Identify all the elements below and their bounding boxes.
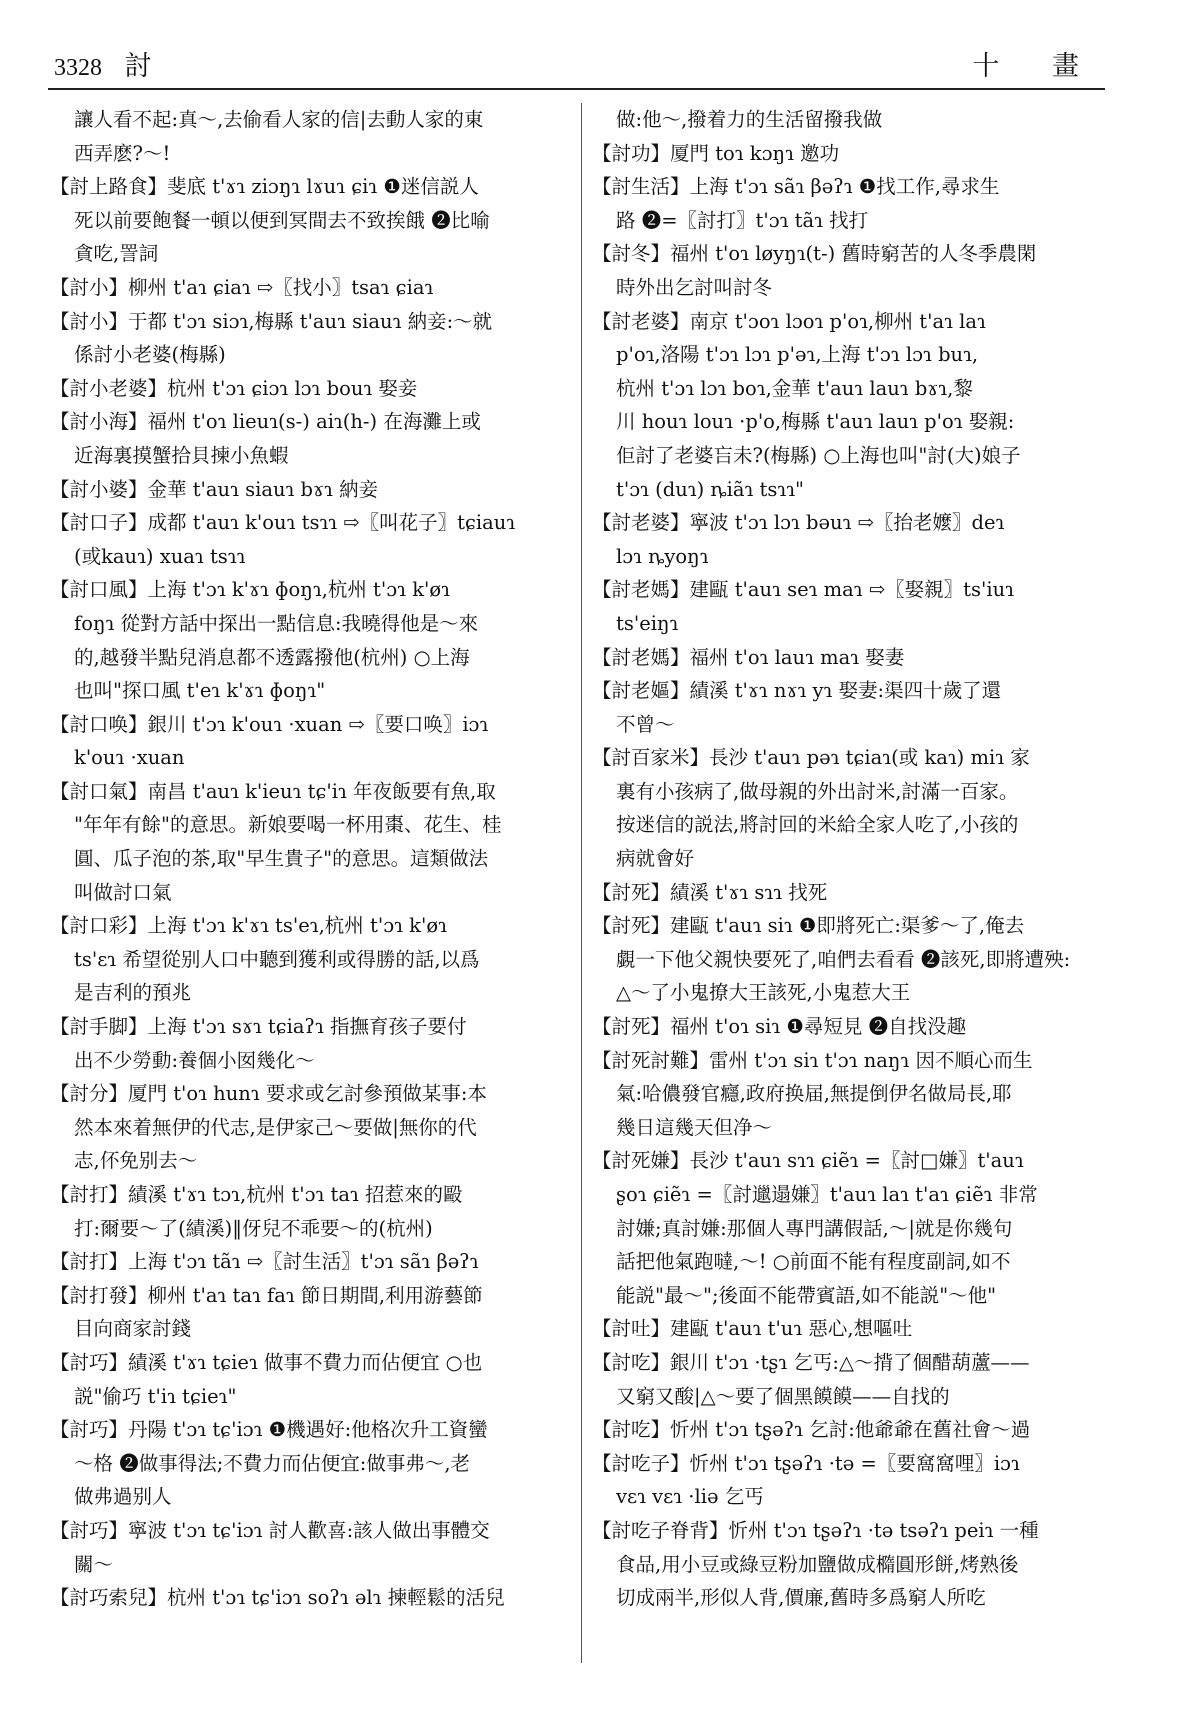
right-column <box>592 103 1106 1683</box>
left-column <box>50 103 572 1683</box>
entry-continuation-line: 幾日這幾天但净～ <box>616 1115 773 1139</box>
column-divider <box>581 103 582 1663</box>
entry-line: 【討死】建甌 t'auɿ siɿ ❶即將死亡:渠爹～了,俺去 <box>592 914 1025 938</box>
entry-continuation-line: 病就會好 <box>616 847 695 871</box>
entry-continuation-line: 做弗過别人 <box>74 1485 172 1509</box>
entry-continuation-line: ts'ɛɿ 希望從别人口中聽到獲利或得勝的話,以爲 <box>74 947 480 971</box>
entry-line: 【討小】柳州 t'aɿ ɕiaɿ ⇨〖找小〗tsaɿ ɕiaɿ <box>50 275 434 299</box>
entry-line: 【討冬】福州 t'oɿ løyŋɿ(t-) 舊時窮苦的人冬季農閑 <box>592 242 1037 266</box>
entry-continuation-line: lɔɿ ȵyoŋɿ <box>616 544 709 568</box>
entry-continuation-line: "年年有餘"的意思。新娘要喝一杯用棗、花生、桂 <box>74 813 502 837</box>
entry-line: 【討吃子脊背】忻州 t'ɔɿ tʂəʔɿ ·tə tsəʔɿ peiɿ 一種 <box>592 1518 1039 1542</box>
entry-continuation-line: 時外出乞討叫討冬 <box>616 275 773 299</box>
page-number: 3328 <box>54 55 102 81</box>
entry-continuation-line: ～格 ❷做事得法;不費力而佔便宜:做事弗～,老 <box>74 1451 471 1475</box>
entry-line: 【討口彩】上海 t'ɔɿ k'ɤɿ ts'eɿ,杭州 t'ɔɿ k'øɿ <box>50 914 447 938</box>
entry-continuation-line: 討嫌;真討嫌:那個人專門講假話,～|就是你幾句 <box>616 1216 1013 1240</box>
header-rule <box>48 88 1105 90</box>
entry-continuation-line: 是吉利的預兆 <box>74 981 192 1005</box>
entry-continuation-line: 圓、瓜子泡的茶,取"早生貴子"的意思。這類做法 <box>74 847 489 871</box>
header-left <box>54 44 152 83</box>
entry-continuation-line: 説"偷巧 t'iɿ tɕieɿ" <box>74 1384 237 1408</box>
entry-line: 【討上路食】斐底 t'ɤɿ ziɔŋɿ lɤuɿ ɕiɿ ❶迷信説人 <box>50 175 479 199</box>
entry-line: 【討口唤】銀川 t'ɔɿ k'ouɿ ·xuan ⇨〖要口唤〗iɔɿ <box>50 712 489 736</box>
entry-line: 【討百家米】長沙 t'auɿ pəɿ tɕiaɿ(或 kaɿ) miɿ 家 <box>592 746 1030 770</box>
entry-continuation-line: 裏有小孩病了,做母親的外出討米,討滿一百家。 <box>616 779 1019 803</box>
header-character: 討 <box>124 51 152 82</box>
entry-continuation-line: 讓人看不起:真～,去偷看人家的信|去動人家的東 <box>74 108 484 131</box>
entry-continuation-line: 做:他～,撥着力的生活留撥我做 <box>616 108 883 131</box>
entry-continuation-line: 不曾～ <box>616 712 675 736</box>
entry-continuation-line: 叫做討口氣 <box>74 880 172 904</box>
entry-continuation-line: 切成兩半,形似人背,價廉,舊時多爲窮人所吃 <box>616 1586 986 1610</box>
entry-line: 【討打發】柳州 t'aɿ taɿ faɿ 節日期間,利用游藝節 <box>50 1283 483 1307</box>
entry-line: 【討老婆】寧波 t'ɔɿ lɔɿ bəuɿ ⇨〖抬老嬤〗deɿ <box>592 511 1005 535</box>
entry-continuation-line: 食品,用小豆或綠豆粉加鹽做成橢圓形餅,烤熟後 <box>616 1552 1019 1576</box>
entry-continuation-line: 氣:哈儂發官癮,政府换届,無提倒伊名做局長,耶 <box>616 1082 1012 1106</box>
entry-continuation-line: 死以前要飽餐一頓以便到冥間去不致挨餓 ❷比喻 <box>74 208 490 232</box>
entry-line: 【討小海】福州 t'oɿ lieuɿ(s-) aiɿ(h-) 在海灘上或 <box>50 410 481 434</box>
header-strokes: 十 畫 <box>972 51 1101 82</box>
entry-continuation-line: △～了小鬼撩大王該死,小鬼惹大王 <box>616 981 911 1005</box>
entry-line: 【討巧索兒】杭州 t'ɔɿ tɕ'iɔɿ soʔɿ əlɿ 揀輕鬆的活兒 <box>50 1586 505 1610</box>
entry-continuation-line: 川 houɿ louɿ ·p'o,梅縣 t'auɿ lauɿ p'oɿ 娶親: <box>616 410 1015 434</box>
entry-line: 【討打】績溪 t'ɤɿ tɔɿ,杭州 t'ɔɿ taɿ 招惹來的毆 <box>50 1183 463 1206</box>
entry-continuation-line: p'oɿ,洛陽 t'ɔɿ lɔɿ p'əɿ,上海 t'ɔɿ lɔɿ buɿ, <box>616 343 979 367</box>
entry-line: 【討小婆】金華 t'auɿ siauɿ bɤɿ 納妾 <box>50 477 379 501</box>
entry-line: 【討巧】寧波 t'ɔɿ tɕ'iɔɿ 討人歡喜:該人做出事體交 <box>50 1518 490 1542</box>
entry-line: 【討巧】績溪 t'ɤɿ tɕieɿ 做事不費力而佔便宜 ○也 <box>50 1350 483 1374</box>
entry-continuation-line: 係討小老婆(梅縣) <box>74 343 226 367</box>
entry-continuation-line: 能説"最～";後面不能帶賓語,如不能説"～他" <box>616 1283 997 1307</box>
entry-line: 【討死嫌】長沙 t'auɿ sɿɿ ɕiẽɿ =〖討□嫌〗t'auɿ <box>592 1149 1024 1173</box>
entry-continuation-line: t'ɔɿ (duɿ) ȵiãɿ tsɿɿ" <box>616 477 804 501</box>
entry-line: 【討老媽】福州 t'oɿ lauɿ maɿ 娶妻 <box>592 645 905 669</box>
entry-continuation-line: ts'eiŋɿ <box>616 611 679 635</box>
entry-line: 【討老嫗】績溪 t'ɤɿ nɤɿ yɿ 娶妻:渠四十歲了還 <box>592 679 1002 703</box>
entry-line: 【討吃子】忻州 t'ɔɿ tʂəʔɿ ·tə =〖要窩窩哩〗iɔɿ <box>592 1451 1020 1475</box>
entry-continuation-line: 志,伓免别去～ <box>74 1149 198 1173</box>
entry-line: 【討口風】上海 t'ɔɿ k'ɤɿ ɸoŋɿ,杭州 t'ɔɿ k'øɿ <box>50 578 450 602</box>
entry-continuation-line: 關～ <box>74 1552 114 1576</box>
entry-continuation-line: (或kauɿ) xuaɿ tsɿɿ <box>74 544 246 568</box>
entry-continuation-line: k'ouɿ ·xuan <box>74 746 185 770</box>
entry-continuation-line: 按迷信的説法,將討回的米給全家人吃了,小孩的 <box>616 813 1019 837</box>
entry-continuation-line: 近海裏摸蟹拾貝揀小魚蝦 <box>74 443 289 467</box>
entry-line: 【討生活】上海 t'ɔɿ sãɿ βəʔɿ ❶找工作,尋求生 <box>592 175 1000 199</box>
entry-line: 【討死】績溪 t'ɤɿ sɿɿ 找死 <box>592 880 828 904</box>
entry-continuation-line: 話把他氣跑噠,～! ○前面不能有程度副詞,如不 <box>616 1250 1011 1274</box>
entry-line: 【討小】于都 t'ɔɿ siɔɿ,梅縣 t'auɿ siauɿ 納妾:～就 <box>50 309 493 333</box>
entry-line: 【討功】厦門 toɿ kɔŋɿ 邀功 <box>592 141 840 165</box>
entry-line: 【討分】厦門 t'oɿ hunɿ 要求或乞討參預做某事:本 <box>50 1082 487 1106</box>
entry-continuation-line: ʂoɿ ɕiẽɿ =〖討邋遢嫌〗t'auɿ laɿ t'aɿ ɕiẽɿ 非常 <box>616 1183 1038 1206</box>
entry-continuation-line: 西弄麽?～! <box>74 141 171 165</box>
entry-continuation-line: 佢討了老婆吂未?(梅縣) ○上海也叫"討(大)娘子 <box>616 443 1021 467</box>
entry-line: 【討吃】銀川 t'ɔɿ ·tʂɿ 乞丐:△～揹了個醋葫蘆—— <box>592 1350 1030 1374</box>
entry-line: 【討老婆】南京 t'ɔoɿ lɔoɿ p'oɿ,柳州 t'aɿ laɿ <box>592 309 986 333</box>
entry-continuation-line: foŋɿ 從對方話中探出一點信息:我曉得他是～來 <box>74 611 479 635</box>
entry-continuation-line: 出不少勞動:養個小囡幾化～ <box>74 1048 315 1072</box>
entry-line: 【討老媽】建甌 t'auɿ seɿ maɿ ⇨〖娶親〗ts'iuɿ <box>592 578 1014 602</box>
entry-continuation-line: 路 ❷=〖討打〗t'ɔɿ tãɿ 找打 <box>616 208 869 232</box>
entry-continuation-line: 覷一下他父親快要死了,咱們去看看 ❷該死,即將遭殃: <box>616 947 1071 971</box>
entry-continuation-line: 目向商家討錢 <box>74 1317 192 1341</box>
entry-line: 【討口子】成都 t'auɿ k'ouɿ tsɿɿ ⇨〖叫花子〗tɕiauɿ <box>50 511 516 535</box>
entry-continuation-line: 也叫"探口風 t'eɿ k'ɤɿ ɸoŋɿ" <box>74 679 326 703</box>
entry-continuation-line: 又窮又酸|△～要了個黑饃饃——自找的 <box>616 1384 950 1408</box>
entry-line: 【討吐】建甌 t'auɿ t'uɿ 惡心,想嘔吐 <box>592 1317 913 1341</box>
entry-line: 【討口氣】南昌 t'auɿ k'ieuɿ tɕ'iɿ 年夜飯要有魚,取 <box>50 779 496 803</box>
entry-continuation-line: 的,越發半點兒消息都不透露撥他(杭州) ○上海 <box>74 645 470 669</box>
entry-continuation-line: 貪吃,詈詞 <box>74 242 159 266</box>
entry-line: 【討死】福州 t'oɿ siɿ ❶尋短見 ❷自找没趣 <box>592 1015 967 1039</box>
entry-continuation-line: 杭州 t'ɔɿ lɔɿ boɿ,金華 t'auɿ lauɿ bɤɿ,黎 <box>616 376 973 400</box>
entry-continuation-line: 然本來着無伊的代志,是伊家己～要做|無你的代 <box>74 1115 477 1139</box>
entry-line: 【討巧】丹陽 t'ɔɿ tɕ'iɔɿ ❶機遇好:他格次升工資蠻 <box>50 1418 488 1442</box>
entry-line: 【討打】上海 t'ɔɿ tãɿ ⇨〖討生活〗t'ɔɿ sãɿ βəʔɿ <box>50 1250 479 1274</box>
entry-line: 【討小老婆】杭州 t'ɔɿ ɕiɔɿ lɔɿ bouɿ 娶妾 <box>50 376 418 400</box>
entry-line: 【討手脚】上海 t'ɔɿ sɤɿ tɕiaʔɿ 指撫育孩子要付 <box>50 1015 467 1039</box>
entry-line: 【討死討難】雷州 t'ɔɿ siɿ t'ɔɿ naŋɿ 因不順心而生 <box>592 1048 1033 1072</box>
page-header <box>48 38 1105 90</box>
entry-continuation-line: 打:爾要～了(績溪)‖伢兒不乖要～的(杭州) <box>74 1216 433 1240</box>
entry-line: 【討吃】忻州 t'ɔɿ tʂəʔɿ 乞討:他爺爺在舊社會～過 <box>592 1418 1031 1442</box>
entry-continuation-line: vɛɿ vɛɿ ·liə 乞丐 <box>616 1485 764 1509</box>
